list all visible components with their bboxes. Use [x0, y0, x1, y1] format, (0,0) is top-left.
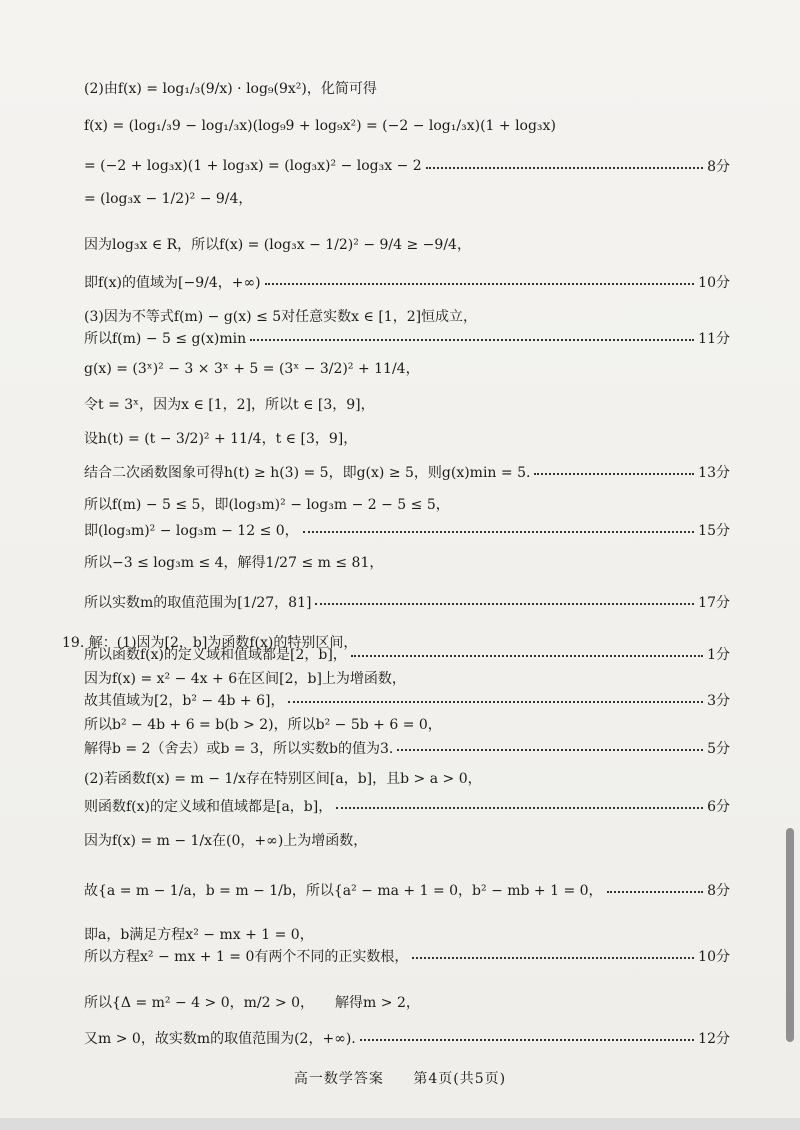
solution-line-text: 19. 解：(1)因为[2，b]为函数f(x)的特别区间， [62, 635, 358, 651]
solution-line-text: 因为f(x) = m − 1/x在(0，+∞)上为增函数， [84, 833, 368, 849]
solution-line-text: 因为log₃x ∈ R，所以f(x) = (log₃x − 1/2)² − 9/4 ≥ −9/4， [84, 237, 471, 253]
solution-line-text: 所以f(m) − 5 ≤ g(x)min [84, 331, 247, 347]
solution-line [84, 358, 730, 378]
solution-line-text: = (−2 + log₃x)(1 + log₃x) = (log₃x)² − log₃x − 2 [84, 158, 422, 174]
solution-line [84, 272, 730, 292]
solution-line-text: 即(log₃m)² − log₃m − 12 ≤ 0， [84, 523, 299, 539]
score-label: 11分 [698, 331, 730, 347]
solution-line-text: 故{a = m − 1/a，b = m − 1/b，所以{a² − ma + 1 = 0，b² − mb + 1 = 0， [84, 883, 603, 899]
dotted-leader [315, 603, 694, 605]
solution-line [84, 690, 730, 710]
solution-line-text: f(x) = (log₁/₃9 − log₁/₃x)(log₉9 + log₉x²) = (−2 − log₁/₃x)(1 + log₃x) [84, 118, 556, 134]
dotted-leader [412, 957, 694, 959]
solution-line [84, 992, 730, 1012]
solution-line-text: 所以b² − 4b + 6 = b(b > 2)，所以b² − 5b + 6 = 0， [84, 717, 442, 733]
solution-line-text: = (log₃x − 1/2)² − 9/4， [84, 191, 253, 207]
solution-line-text: (2)由f(x) = log₁/₃(9/x) · log₉(9x²)，化简可得 [84, 81, 377, 97]
solution-line-text: 设h(t) = (t − 3/2)² + 11/4，t ∈ [3，9]， [84, 431, 358, 447]
solution-line [84, 494, 730, 514]
dotted-leader [426, 167, 703, 169]
score-label: 10分 [698, 275, 730, 291]
score-label: 17分 [698, 595, 730, 611]
solution-line-text: g(x) = (3ˣ)² − 3 × 3ˣ + 5 = (3ˣ − 3/2)² + 11/4， [84, 361, 420, 377]
score-label: 12分 [698, 1031, 730, 1047]
score-label: 8分 [707, 159, 730, 175]
solution-line-text: (3)因为不等式f(m) − g(x) ≤ 5对任意实数x ∈ [1，2]恒成立， [84, 309, 478, 325]
dotted-leader [250, 339, 694, 341]
solution-line [84, 394, 730, 414]
score-label: 8分 [707, 883, 730, 899]
score-label: 10分 [698, 949, 730, 965]
dotted-leader [265, 283, 695, 285]
solution-line-text: 则函数f(x)的定义域和值域都是[a，b]， [84, 799, 333, 815]
solution-line [84, 924, 730, 944]
solution-line [84, 118, 730, 134]
footer-title: 高一数学答案 [293, 1071, 384, 1087]
solution-line [84, 830, 730, 850]
dotted-leader [607, 891, 704, 893]
solution-line [84, 1028, 730, 1048]
solution-line-text: 即a，b满足方程x² − mx + 1 = 0， [84, 927, 314, 943]
dotted-leader [534, 473, 694, 475]
footer-page-number: 第4页(共5页) [413, 1071, 507, 1087]
solution-line-text: (2)若函数f(x) = m − 1/x存在特别区间[a，b]，且b > a > 0， [84, 771, 482, 787]
solution-line-text: 即f(x)的值域为[−9/4，+∞) [84, 275, 261, 291]
solution-line [84, 592, 730, 612]
solution-line [84, 234, 730, 254]
solution-line [84, 328, 730, 348]
solution-line-text: 所以−3 ≤ log₃m ≤ 4，解得1/27 ≤ m ≤ 81， [84, 555, 384, 571]
solution-line-text: 故其值域为[2，b² − 4b + 6]， [84, 693, 285, 709]
page-footer [0, 1068, 800, 1088]
solution-line-text: 因为f(x) = x² − 4x + 6在区间[2，b]上为增函数， [84, 671, 406, 687]
solution-line [84, 188, 730, 208]
dotted-leader [303, 531, 695, 533]
solution-line [84, 156, 730, 176]
score-label: 3分 [707, 693, 730, 709]
score-label: 6分 [707, 799, 730, 815]
score-label: 13分 [698, 465, 730, 481]
solution-line-text: 令t = 3ˣ，因为x ∈ [1，2]，所以t ∈ [3，9]， [84, 397, 375, 413]
dotted-leader [360, 1039, 694, 1041]
solution-line [84, 738, 730, 758]
solution-line [84, 428, 730, 448]
solution-line [84, 644, 730, 664]
dotted-leader [397, 749, 703, 751]
solution-line-text: 所以函数f(x)的定义域和值域都是[2，b]， [84, 647, 347, 663]
solution-line-text: 又m > 0，故实数m的取值范围为(2，+∞). [84, 1031, 356, 1047]
solution-line [84, 552, 730, 572]
solution-line [84, 880, 730, 900]
dotted-leader [336, 807, 703, 809]
solution-line-text: 所以{Δ = m² − 4 > 0，m/2 > 0， 解得m > 2， [84, 995, 420, 1011]
solution-line-text: 所以f(m) − 5 ≤ 5，即(log₃m)² − log₃m − 2 − 5 ≤ 5， [84, 497, 450, 513]
score-label: 15分 [698, 523, 730, 539]
solution-line [84, 714, 730, 734]
score-label: 1分 [707, 647, 730, 663]
solution-line [84, 768, 730, 788]
solution-line-text: 所以实数m的取值范围为[1/27，81] [84, 595, 312, 611]
solution-line [84, 668, 730, 688]
solution-line [84, 946, 730, 966]
score-label: 5分 [707, 741, 730, 757]
bottom-bar [0, 1118, 800, 1130]
solution-line [84, 78, 730, 98]
solution-line [84, 462, 730, 482]
dotted-leader [288, 701, 703, 703]
solution-line-text: 所以方程x² − mx + 1 = 0有两个不同的正实数根， [84, 949, 409, 965]
solution-line [84, 306, 730, 326]
solution-line [84, 520, 730, 540]
dotted-leader [351, 655, 703, 657]
solution-line [84, 796, 730, 816]
solution-line-text: 结合二次函数图象可得h(t) ≥ h(3) = 5，即g(x) ≥ 5，则g(x)min = 5. [84, 465, 531, 481]
solution-line-text: 解得b = 2（舍去）或b = 3，所以实数b的值为3. [84, 741, 394, 757]
vertical-scrollbar[interactable] [786, 828, 794, 1042]
